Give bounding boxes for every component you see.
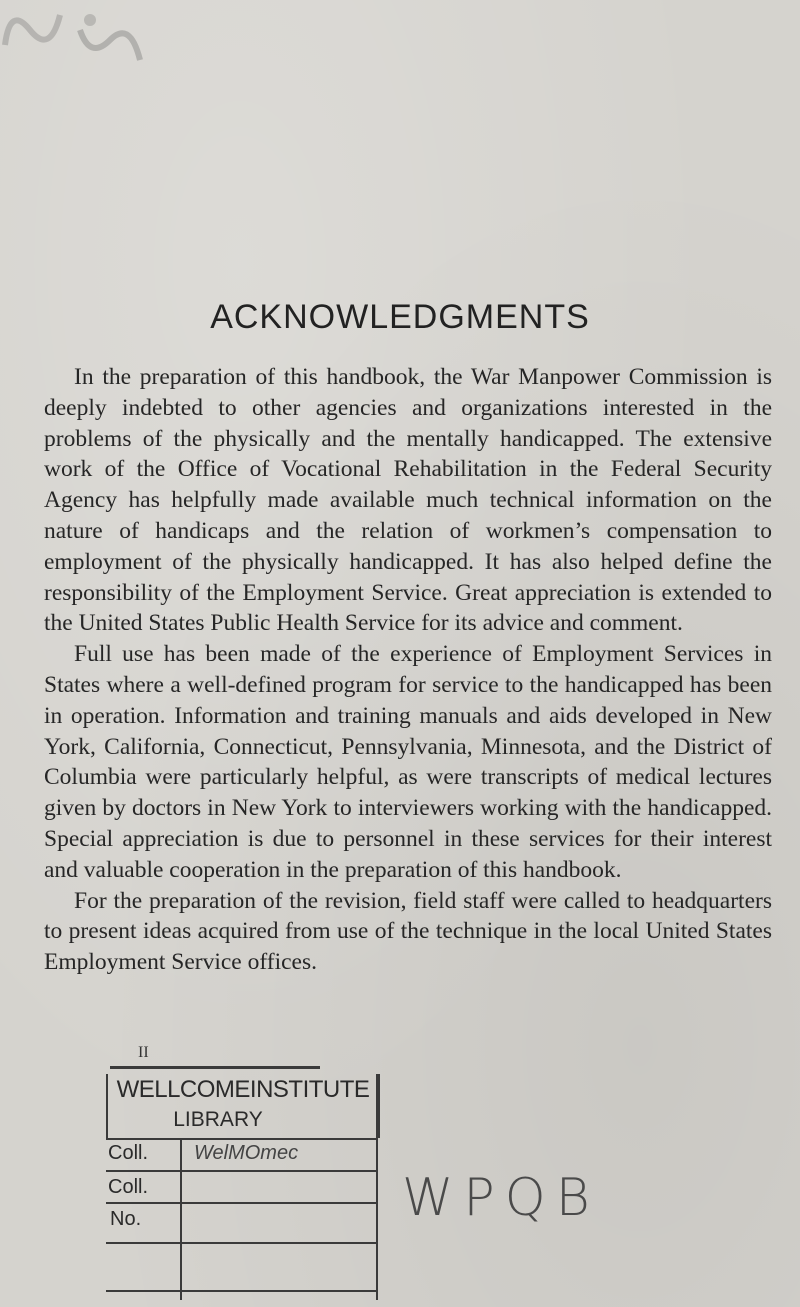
stamp-institution: WELLCOMEINSTITUTE <box>116 1076 370 1103</box>
stamp-divider <box>106 1202 376 1204</box>
page-number: II <box>138 1044 149 1061</box>
paragraph: Full use has been made of the experience of Employment Services in States where a well-defined program for service to the handicapped has been in operation. Information and training manuals and aids developed in New York, California, Connecticut, Pennsylvania, Minnesota, and the District of Columbia were particularly helpful, as were transcripts of medical lectures given by doctors in New York to interviewers working with the handicapped. Special appreciation is due to personnel in these services for their interest and valuable cooperation in the preparation of this handbook. <box>44 641 772 883</box>
stamp-right-border <box>376 1074 378 1300</box>
bleed-through-marks <box>0 0 150 80</box>
handwritten-mark: WPQB <box>402 1168 600 1228</box>
stamp-row-label: No. <box>110 1208 142 1230</box>
page-heading: ACKNOWLEDGMENTS <box>210 298 590 336</box>
stamp-row-label: Coll. <box>108 1142 149 1164</box>
paragraph: In the preparation of this handbook, the War Manpower Commission is deeply indebted to other agencies and organizations interested in the problems of the physically and the mentally handicapped. The extensive work of the Office of Vocational Rehabilitation in the Federal Security Agency has helpfully made available much technical information on the nature of handicaps and the relation of workmen’s compensation to employment of the physically handicapped. It has also helped define the responsibility of the Employment Service. Great appreciation is extended to the United States Public Health Service for its advice and comment. <box>44 364 772 637</box>
library-stamp <box>96 1066 434 1307</box>
stamp-row-value: WelMOmec <box>194 1142 299 1164</box>
stamp-divider <box>106 1242 376 1244</box>
stamp-top-rule <box>110 1066 320 1069</box>
body-text <box>44 362 772 978</box>
stamp-divider <box>106 1170 376 1172</box>
stamp-title-box <box>106 1074 380 1138</box>
stamp-divider <box>106 1290 376 1292</box>
stamp-library: LIBRARY <box>173 1108 263 1131</box>
stamp-column-line <box>180 1140 182 1300</box>
stamp-row-label: Coll. <box>108 1176 149 1198</box>
paragraph: For the preparation of the revision, field staff were called to headquarters to present ideas acquired from use of the technique in the local United States Employment Service offices. <box>44 887 772 976</box>
stamp-divider <box>106 1138 376 1140</box>
